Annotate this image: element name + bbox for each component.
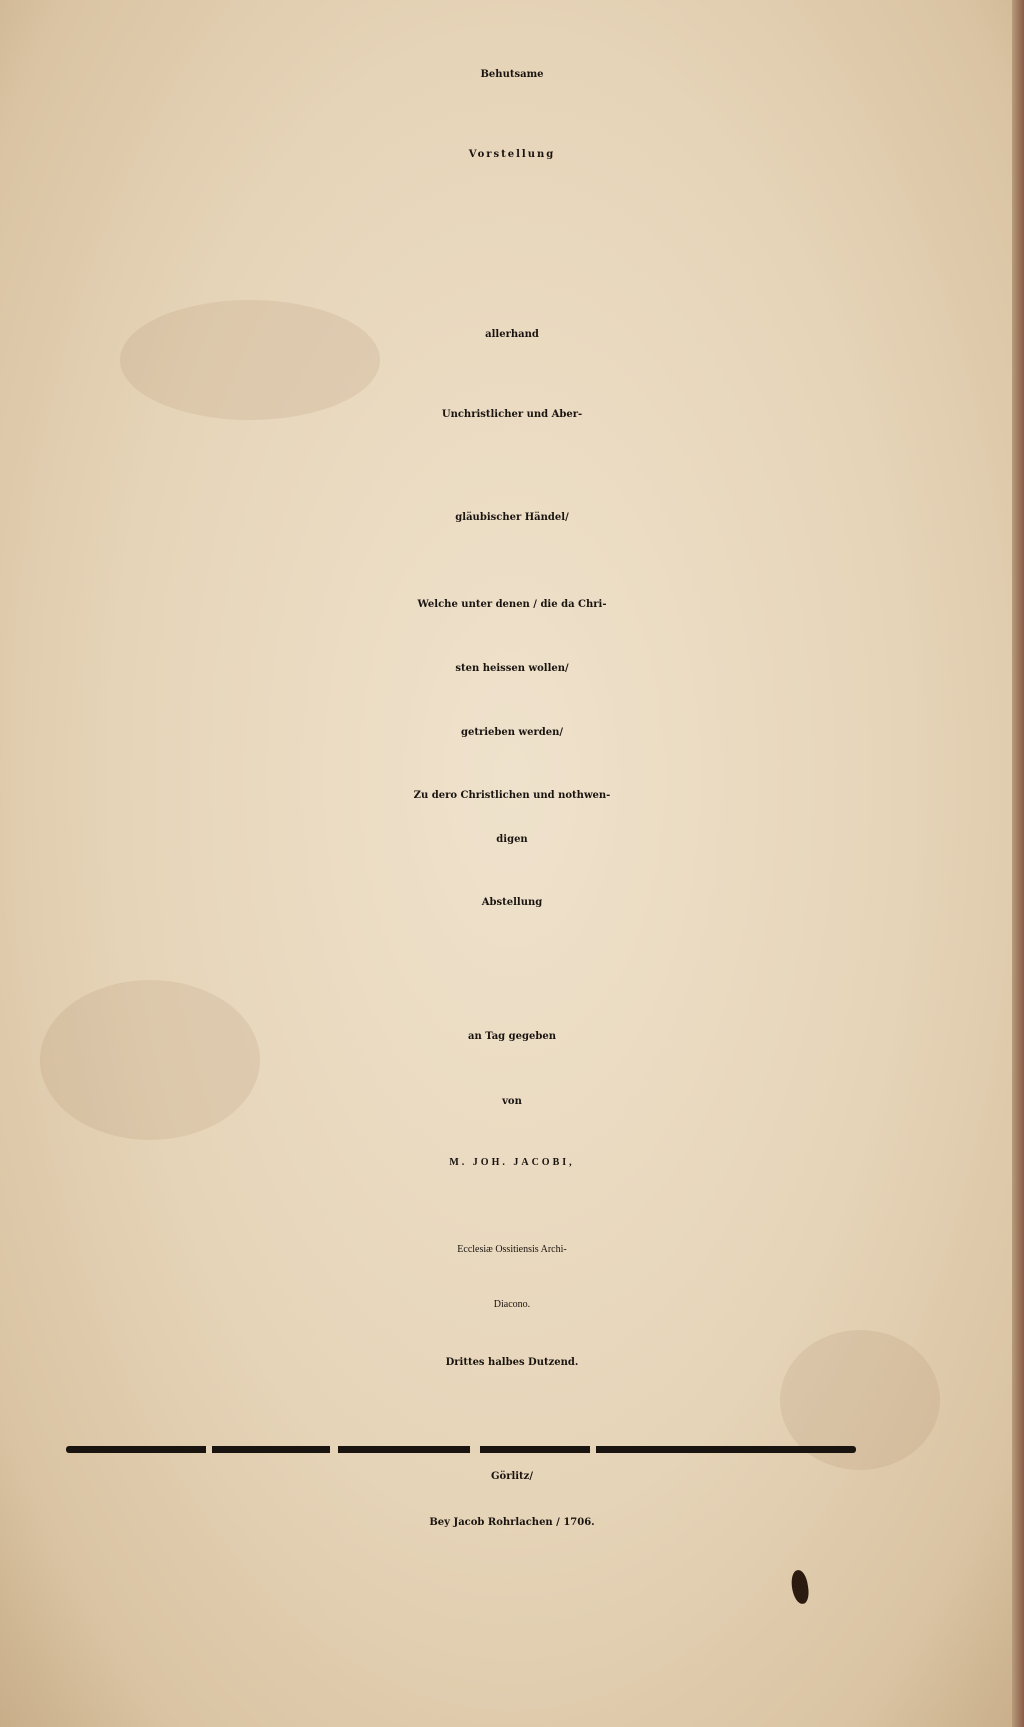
subtitle-line-getrieben: getrieben werden/ [460,727,564,738]
imprint-printer: Bey Jacob Rohrlachen / 1706. [429,1517,595,1528]
author-title-line2: Diacono. [493,1299,531,1310]
paper-stain [120,300,380,420]
title-line-vorstellung: Vorstellung [468,149,556,160]
title-line-abstellung: Abstellung [481,897,543,908]
subtitle-line-digen: digen [496,834,528,845]
subtitle-line-sten: sten heissen wollen/ [455,663,569,674]
title-line-glaeubischer: gläubischer Händel/ [455,512,569,523]
rule-break [470,1446,480,1453]
title-line-behutsame: Behutsame [480,69,544,80]
author-name: M. JOH. JACOBI, [449,1157,575,1168]
paper-stain [40,980,260,1140]
rule-break [206,1446,212,1453]
author-title-line1: Ecclesiæ Ossitiensis Archi- [457,1244,567,1255]
title-line-allerhand: allerhand [485,329,539,340]
rule-break [330,1446,338,1453]
title-line-unchristlicher: Unchristlicher und Aber- [441,409,583,420]
rule-break [590,1446,596,1453]
page-edge [1012,0,1024,1727]
horizontal-rule [66,1446,856,1453]
subtitle-line-von: von [502,1096,522,1107]
ink-blot [790,1569,811,1605]
subtitle-line-an-tag: an Tag gegeben [467,1031,556,1042]
imprint-place: Görlitz/ [490,1471,534,1482]
subtitle-line-welche: Welche unter denen / die da Chri- [417,599,607,610]
edition-line: Drittes halbes Dutzend. [445,1357,579,1368]
subtitle-line-zu-dero: Zu dero Christlichen und nothwen- [413,790,611,801]
